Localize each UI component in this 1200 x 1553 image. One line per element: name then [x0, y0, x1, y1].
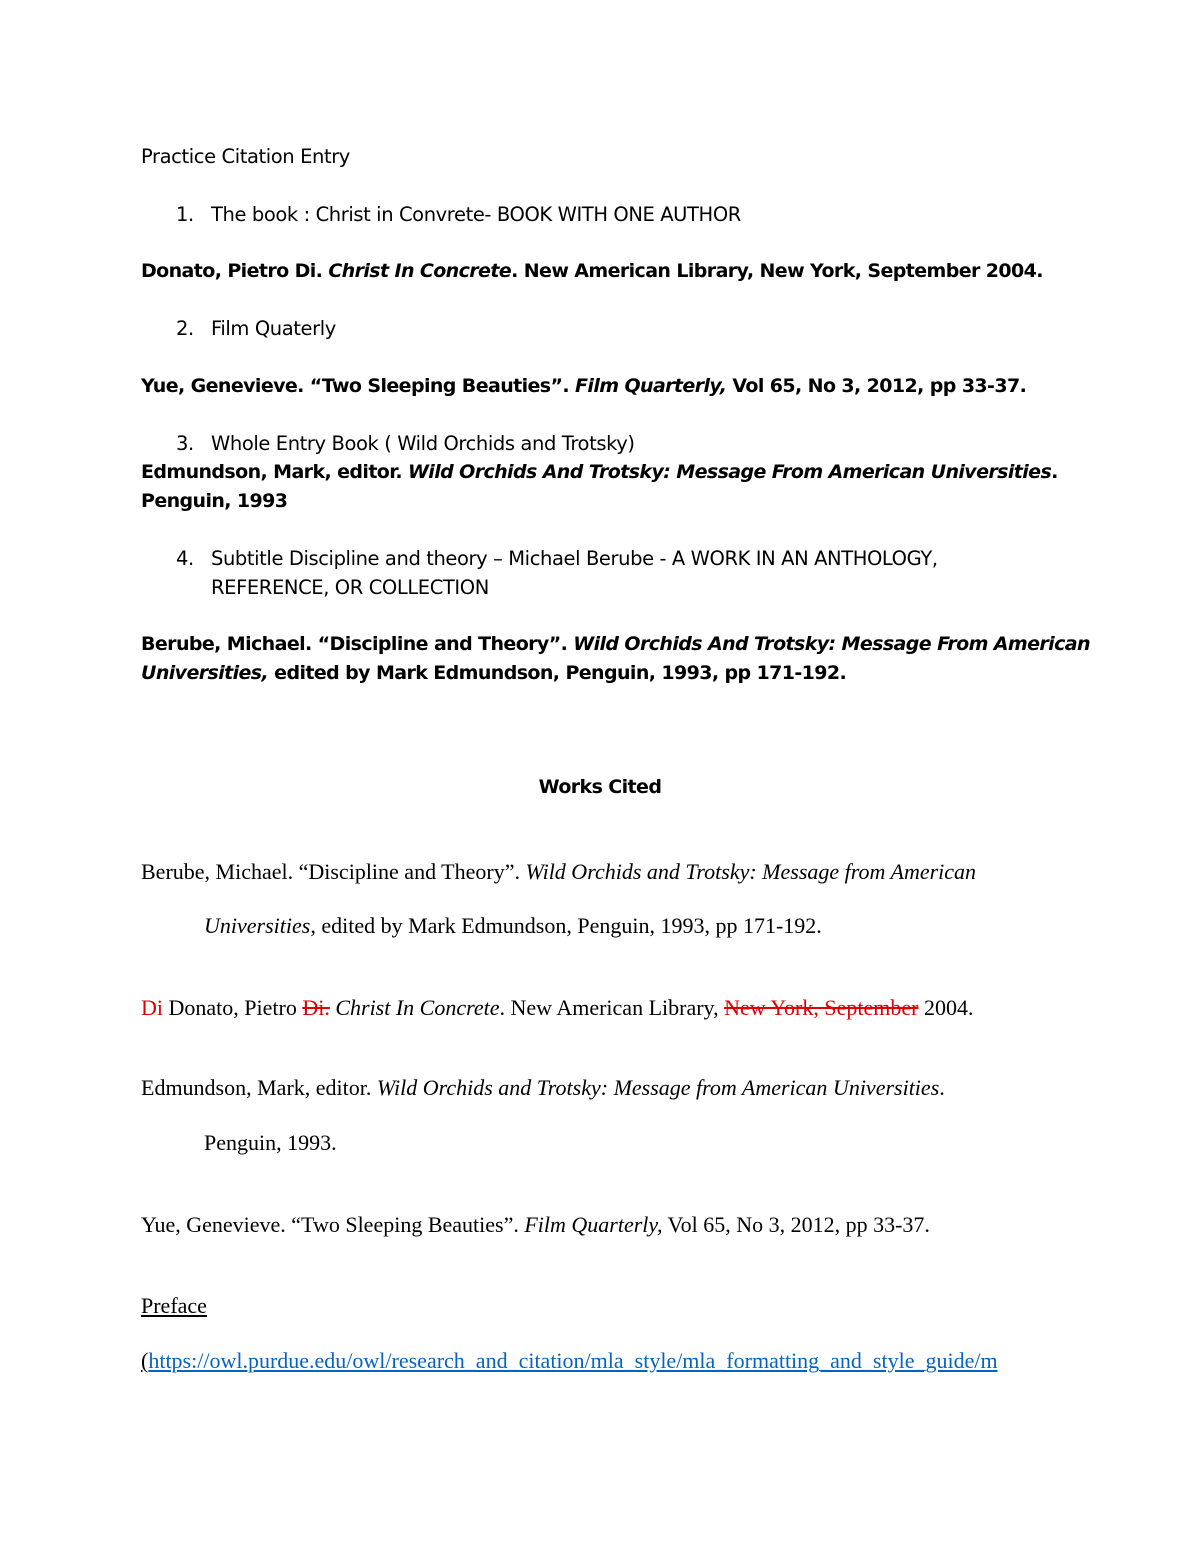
works-cited-entry-1-line2 — [204, 915, 822, 937]
citation-1 — [141, 262, 1043, 281]
citation-4 — [141, 635, 1090, 654]
citation-4-line2 — [141, 664, 846, 683]
entry-text: . New American Library, — [499, 995, 725, 1020]
practice-heading: Practice Citation Entry — [141, 145, 350, 168]
entry-title: Wild Orchids and Trotsky: Message from American — [525, 859, 977, 884]
works-cited-entry-2 — [141, 997, 973, 1019]
works-cited-entry-1 — [141, 861, 976, 883]
list-item-text: Subtitle Discipline and theory – Michael Berube - A WORK IN AN ANTHOLOGY, — [211, 547, 938, 570]
inserted-edit: Di — [141, 995, 163, 1020]
entry-text: . — [939, 1075, 945, 1100]
citation-3-line2: Penguin, 1993 — [141, 490, 288, 512]
entry-title: Christ In Concrete — [335, 995, 500, 1020]
citation-text: Berube, Michael. “Discipline and Theory”. — [141, 633, 574, 655]
entry-text: Edmundson, Mark, editor. — [141, 1075, 377, 1100]
citation-title: Wild Orchids And Trotsky: Message From American — [573, 633, 1090, 655]
citation-text: . — [1051, 461, 1058, 483]
citation-title: Film Quarterly, — [575, 375, 727, 397]
entry-text: Donato, Pietro — [163, 995, 303, 1020]
deleted-edit: New York, September — [724, 995, 919, 1020]
works-cited-entry-4 — [141, 1214, 930, 1236]
works-cited-entry-3-line2: Penguin, 1993. — [204, 1130, 337, 1155]
entry-title: Universities, — [204, 913, 316, 938]
preface-paren: ( — [141, 1348, 149, 1373]
citation-2 — [141, 377, 1026, 396]
citation-title: Christ In Concrete — [328, 260, 512, 282]
list-item-text: The book : Christ in Convrete- BOOK WITH ONE AUTHOR — [211, 203, 741, 226]
entry-text: 2004. — [918, 995, 974, 1020]
list-item-1 — [176, 205, 741, 225]
citation-text: edited by Mark Edmundson, Penguin, 1993, pp 171-192. — [268, 662, 847, 684]
citation-3 — [141, 463, 1058, 482]
preface-label: Preface — [141, 1293, 207, 1318]
citation-text: . New American Library, New York, September 2004. — [511, 260, 1043, 282]
list-number: 1. — [176, 203, 194, 226]
list-item-4 — [176, 549, 938, 569]
list-number: 2. — [176, 317, 194, 340]
entry-text: edited by Mark Edmundson, Penguin, 1993, pp 171-192. — [315, 913, 822, 938]
entry-text: Yue, Genevieve. “Two Sleeping Beauties”. — [141, 1212, 525, 1237]
entry-text: Berube, Michael. “Discipline and Theory”. — [141, 859, 526, 884]
entry-title: Film Quarterly, — [524, 1212, 663, 1237]
deleted-edit: Di. — [302, 995, 330, 1020]
list-item-4-line2: REFERENCE, OR COLLECTION — [211, 576, 489, 599]
works-cited-entry-3 — [141, 1077, 945, 1099]
citation-title: Wild Orchids And Trotsky: Message From American Universities — [407, 461, 1052, 483]
entry-text: Vol 65, No 3, 2012, pp 33-37. — [662, 1212, 930, 1237]
citation-title: Universities, — [141, 662, 269, 684]
entry-title: Wild Orchids and Trotsky: Message from American Universities — [376, 1075, 940, 1100]
works-cited-heading: Works Cited — [538, 776, 662, 798]
preface-link-line — [141, 1350, 998, 1372]
list-number: 4. — [176, 547, 194, 570]
citation-text: Yue, Genevieve. “Two Sleeping Beauties”. — [141, 375, 576, 397]
list-item-text: Film Quaterly — [211, 317, 336, 340]
preface-link[interactable]: https://owl.purdue.edu/owl/research_and_citation/mla_style/mla_formatting_and_style_guide/m — [148, 1348, 998, 1373]
citation-text: Edmundson, Mark, editor. — [141, 461, 408, 483]
list-item-3 — [176, 434, 635, 454]
citation-text: Vol 65, No 3, 2012, pp 33-37. — [726, 375, 1027, 397]
list-item-text: Whole Entry Book ( Wild Orchids and Trotsky) — [211, 432, 635, 455]
list-item-2 — [176, 319, 336, 339]
list-number: 3. — [176, 432, 194, 455]
citation-text: Donato, Pietro Di. — [141, 260, 329, 282]
